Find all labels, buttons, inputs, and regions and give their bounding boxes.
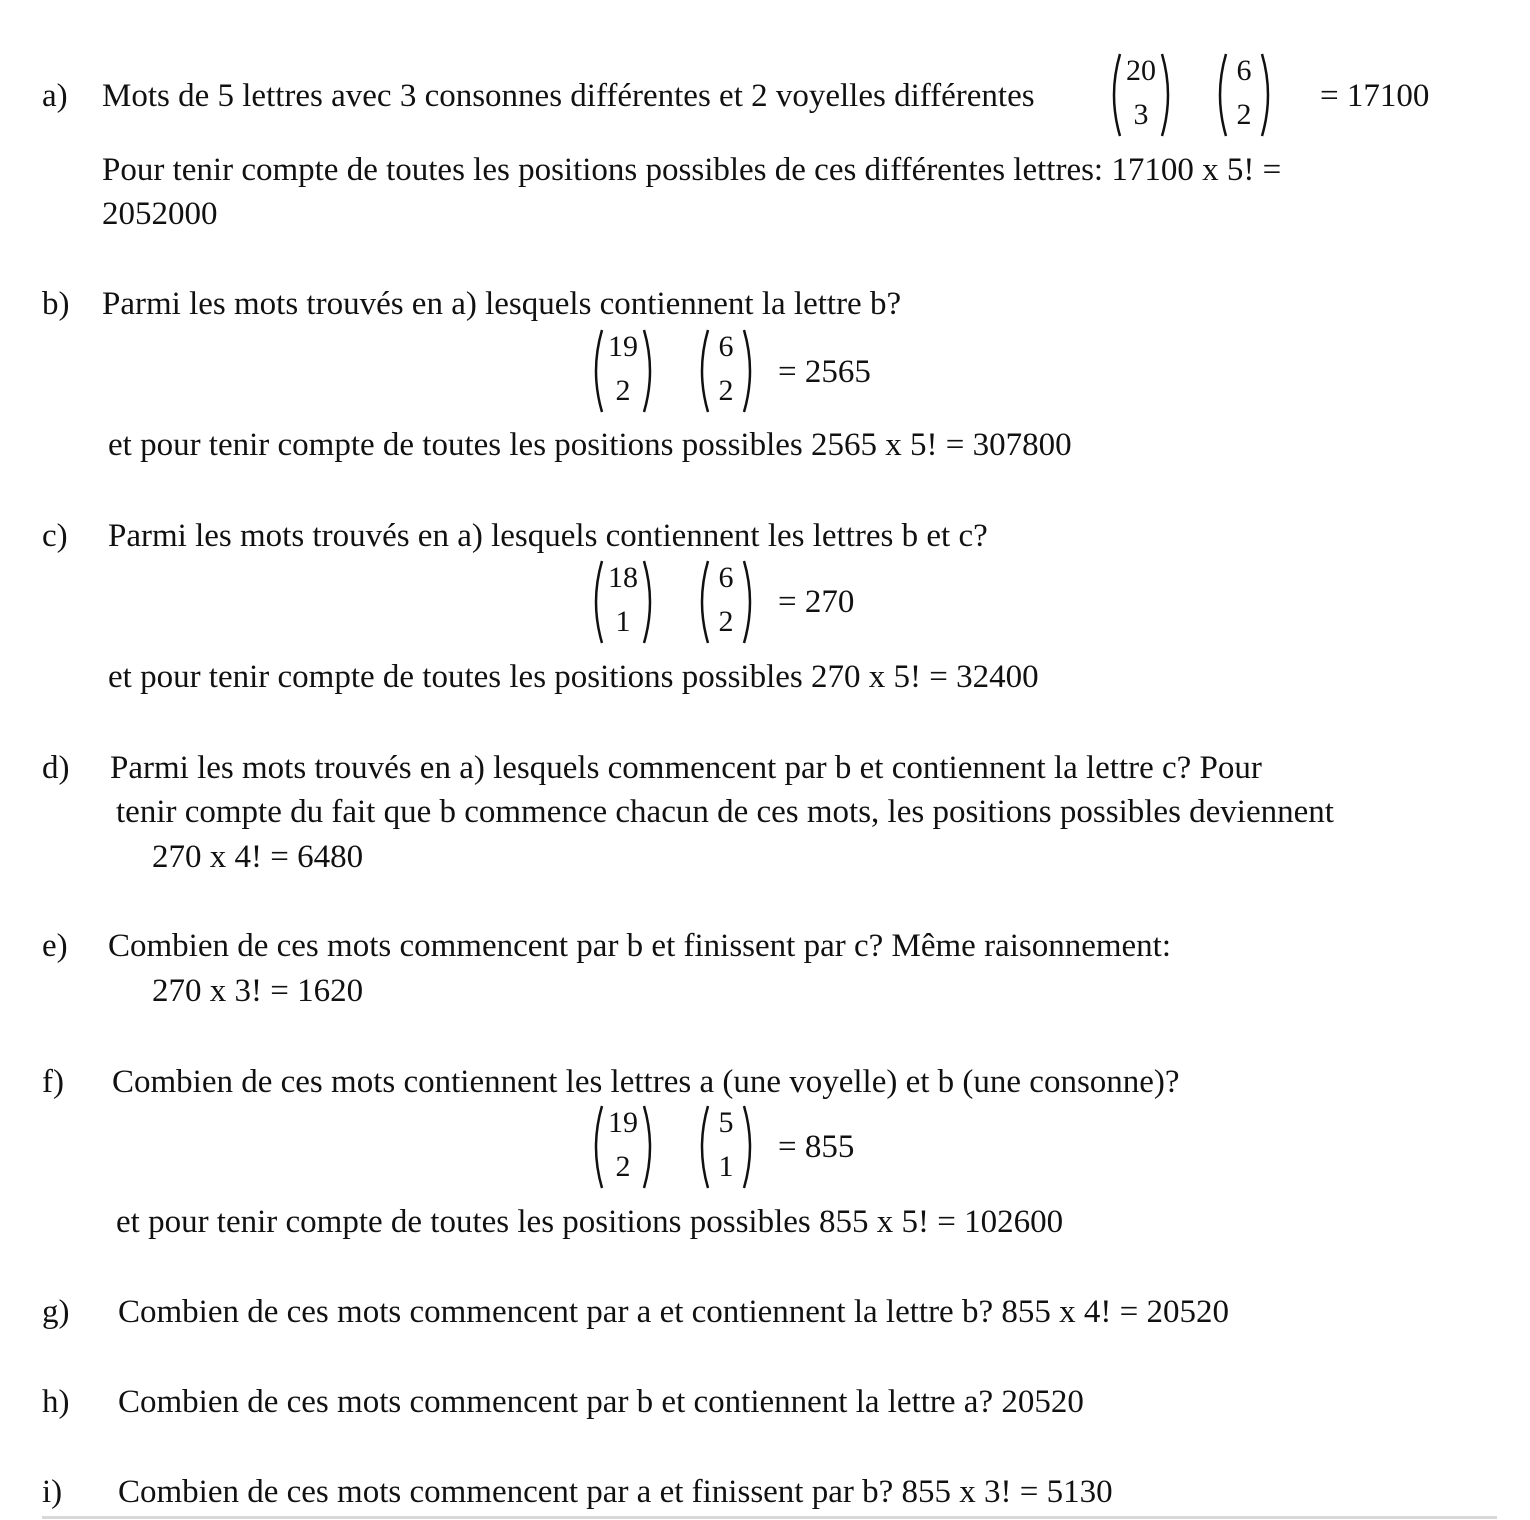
- binom-k: 2: [615, 1150, 631, 1183]
- item-e-label: e): [42, 928, 68, 964]
- item-d-text: Parmi les mots trouvés en a) lesquels commencent par b et contiennent la lettre c? Pour: [110, 750, 1262, 786]
- item-c-result: = 270: [778, 584, 855, 620]
- item-c-binom-2: [694, 557, 758, 647]
- item-b-line-2: et pour tenir compte de toutes les positions possibles 2565 x 5! = 307800: [108, 427, 1072, 463]
- item-f-result: = 855: [778, 1129, 855, 1165]
- binom-k: 2: [615, 374, 631, 407]
- binom-n: 20: [1126, 54, 1156, 87]
- binom-k: 3: [1133, 98, 1149, 131]
- item-i-text: Combien de ces mots commencent par a et finissent par b? 855 x 3! = 5130: [118, 1474, 1113, 1510]
- item-h-text: Combien de ces mots commencent par b et contiennent la lettre a? 20520: [118, 1384, 1084, 1420]
- item-a-text: Mots de 5 lettres avec 3 consonnes différentes et 2 voyelles différentes: [102, 78, 1035, 114]
- item-a-line-2: Pour tenir compte de toutes les positions possibles de ces différentes lettres: 17100 x 5! =: [102, 152, 1282, 188]
- item-g-label: g): [42, 1294, 70, 1330]
- item-c-line-2: et pour tenir compte de toutes les positions possibles 270 x 5! = 32400: [108, 659, 1039, 695]
- binom-k: 1: [615, 605, 631, 638]
- binom-n: 18: [608, 561, 638, 594]
- item-b-result: = 2565: [778, 354, 871, 390]
- item-b-text: Parmi les mots trouvés en a) lesquels contiennent la lettre b?: [102, 286, 902, 322]
- item-e-line-2: 270 x 3! = 1620: [152, 973, 364, 1009]
- binom-n: 6: [718, 330, 734, 363]
- binom-k: 2: [718, 374, 734, 407]
- binom-n: 6: [1236, 54, 1252, 87]
- item-d-line-2: tenir compte du fait que b commence chacun de ces mots, les positions possibles deviennent: [116, 794, 1334, 830]
- item-h-label: h): [42, 1384, 70, 1420]
- item-d-line-3: 270 x 4! = 6480: [152, 839, 364, 875]
- item-f-binom-2: [694, 1102, 758, 1192]
- item-c-binom-1: [588, 557, 658, 647]
- binom-n: 19: [608, 1106, 638, 1139]
- binom-k: 2: [718, 605, 734, 638]
- bottom-divider: [42, 1516, 1497, 1519]
- item-a-label: a): [42, 78, 68, 114]
- item-f-line-2: et pour tenir compte de toutes les positions possibles 855 x 5! = 102600: [116, 1204, 1064, 1240]
- binom-k: 1: [718, 1150, 734, 1183]
- item-f-binom-1: [588, 1102, 658, 1192]
- item-b-binom-2: [694, 326, 758, 416]
- item-a-line-3: 2052000: [102, 196, 218, 232]
- item-i-label: i): [42, 1474, 63, 1510]
- binom-n: 19: [608, 330, 638, 363]
- item-c-text: Parmi les mots trouvés en a) lesquels contiennent les lettres b et c?: [108, 518, 988, 554]
- item-e-text: Combien de ces mots commencent par b et finissent par c? Même raisonnement:: [108, 928, 1172, 964]
- item-b-label: b): [42, 286, 70, 322]
- item-f-text: Combien de ces mots contiennent les lettres a (une voyelle) et b (une consonne)?: [112, 1064, 1180, 1100]
- item-a-binom-1: [1106, 50, 1176, 140]
- item-g-text: Combien de ces mots commencent par a et contiennent la lettre b? 855 x 4! = 20520: [118, 1294, 1229, 1330]
- item-b-binom-1: [588, 326, 658, 416]
- item-a-result: = 17100: [1320, 78, 1430, 114]
- binom-n: 6: [718, 561, 734, 594]
- item-d-label: d): [42, 750, 70, 786]
- binom-n: 5: [718, 1106, 734, 1139]
- item-c-label: c): [42, 518, 68, 554]
- binom-k: 2: [1236, 98, 1252, 131]
- item-a-binom-2: [1212, 50, 1276, 140]
- item-f-label: f): [42, 1064, 64, 1100]
